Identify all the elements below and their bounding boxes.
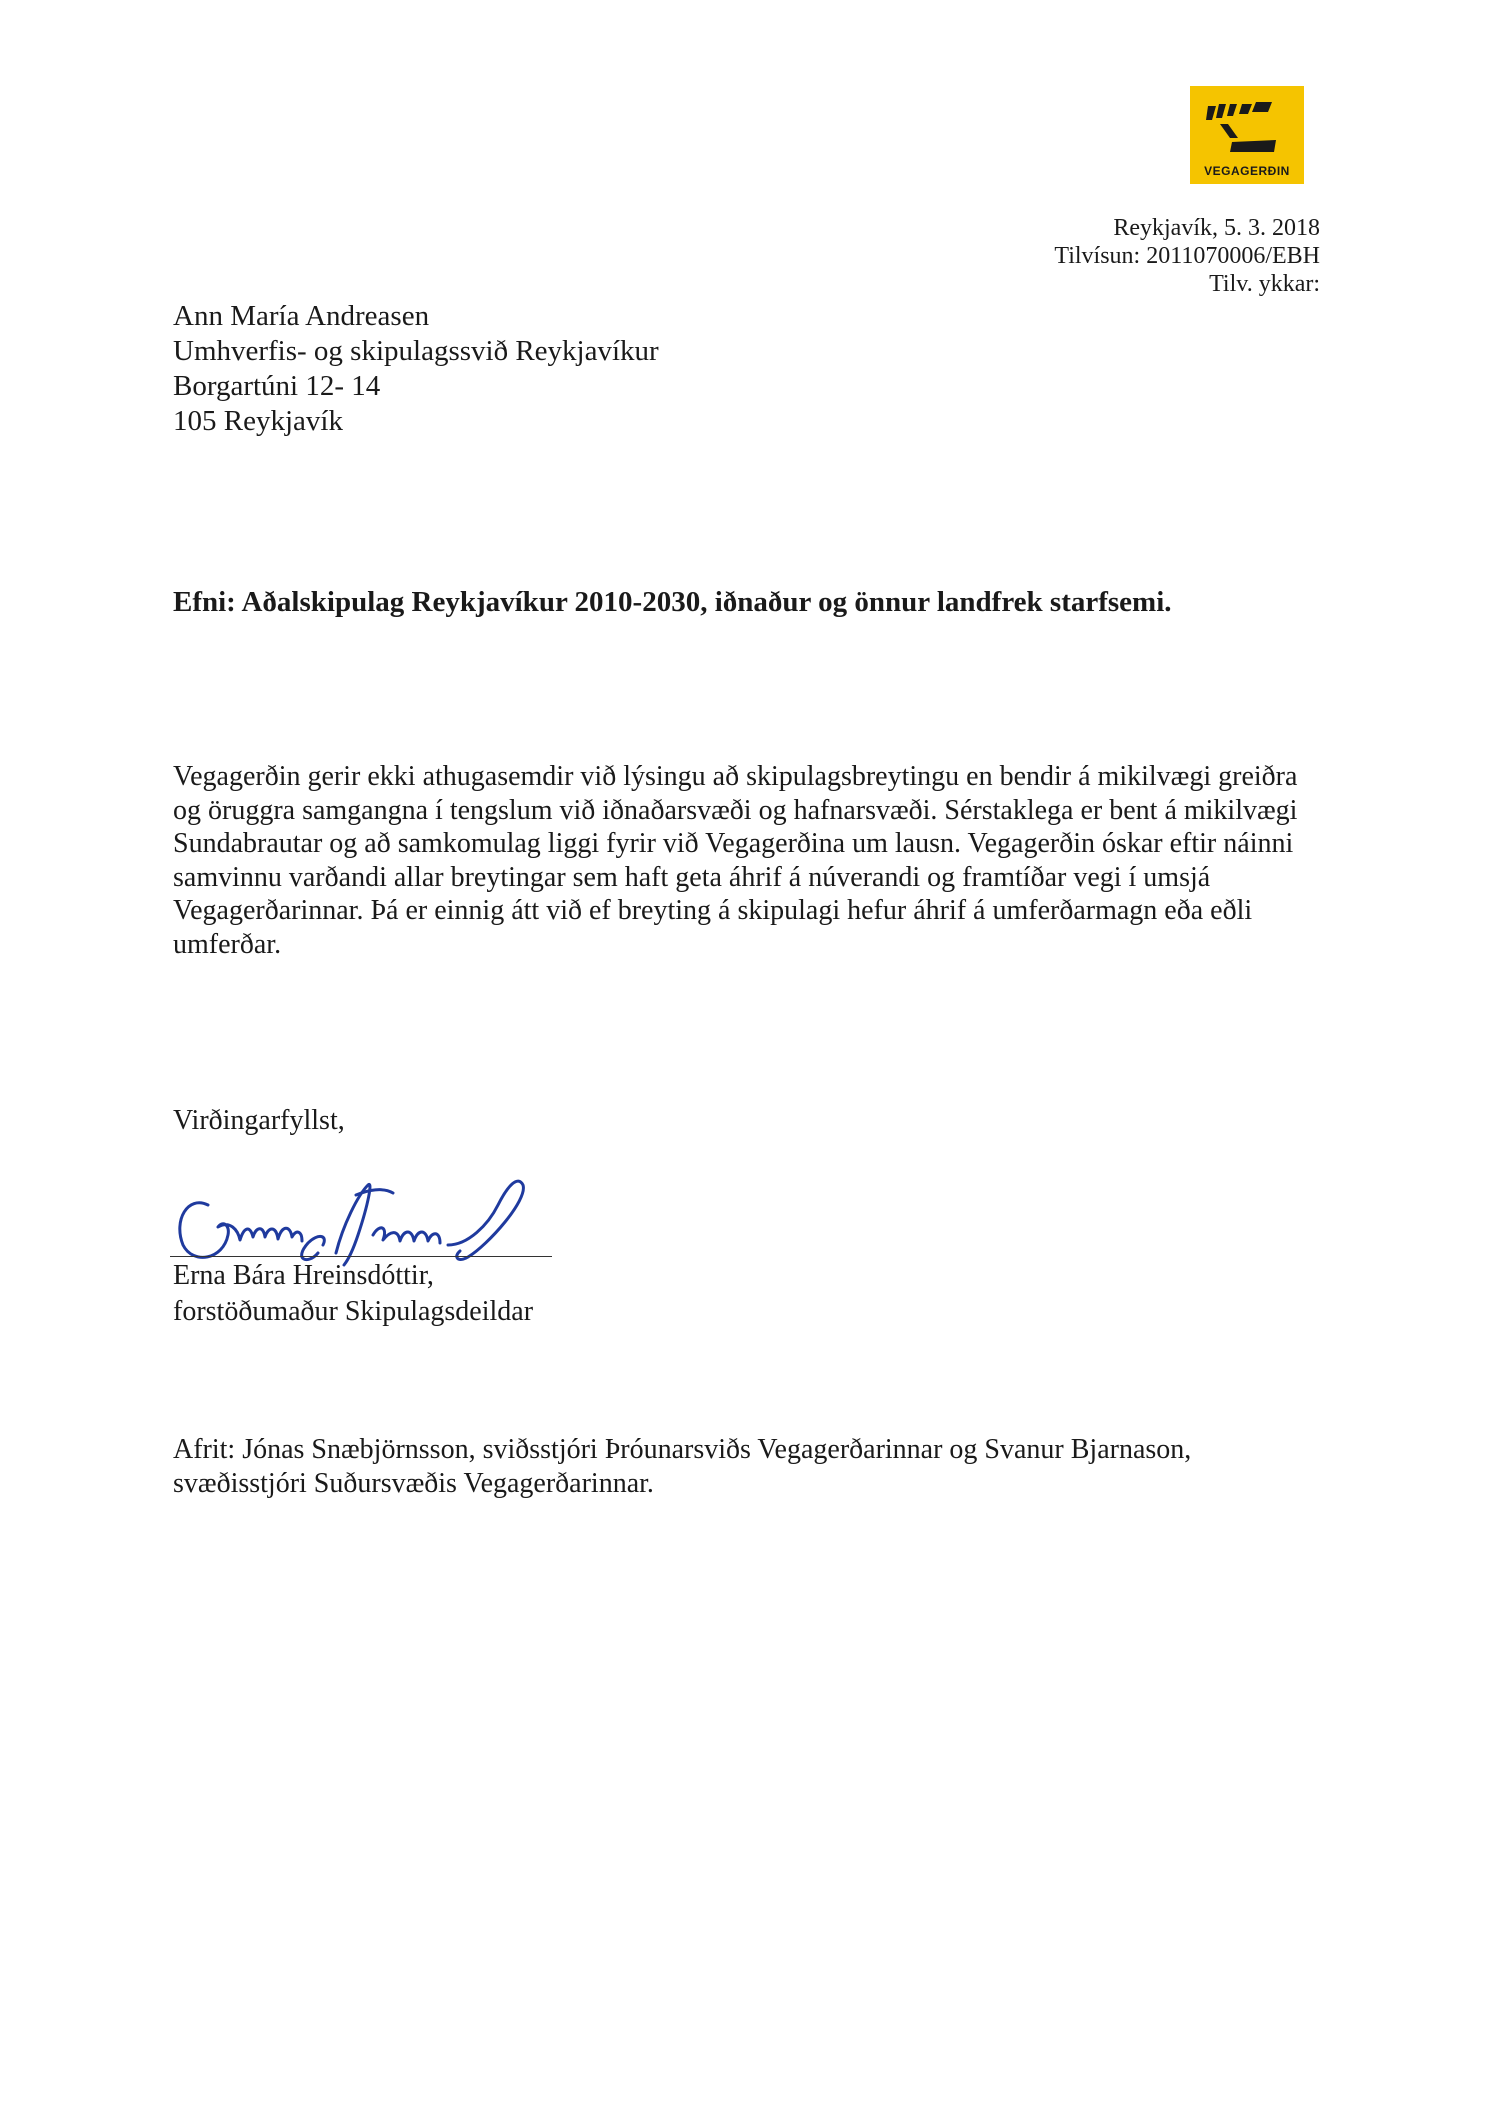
recipient-address	[173, 299, 659, 439]
signer-name: Erna Bára Hreinsdóttir,	[173, 1260, 434, 1291]
vegagerdin-logo	[1190, 86, 1304, 184]
signer-title: forstöðumaður Skipulagsdeildar	[173, 1296, 534, 1327]
reference-block	[1054, 214, 1320, 298]
place-date: Reykjavík, 5. 3. 2018	[1113, 215, 1320, 241]
logo-text: VEGAGERÐIN	[1204, 164, 1290, 178]
recipient-name: Ann María Andreasen	[173, 300, 430, 332]
recipient-city: 105 Reykjavík	[173, 405, 343, 437]
tilvisun: Tilvísun: 2011070006/EBH	[1054, 243, 1320, 269]
signer-block	[173, 1258, 533, 1330]
body-paragraph: Vegagerðin gerir ekki athugasemdir við lýsingu að skipulagsbreytingu en bendir á mikilvægi greiðra og öruggra samgangna í tengslum við iðnaðarsvæði og hafnarsvæði. Sérstaklega er bent á mikilvægi Sundabrautar og að samkomulag liggi fyrir við Vegagerðina um lausn. Vegagerðin óskar eftir náinni samvinnu varðandi allar breytingar sem haft geta áhrif á núverandi og framtíðar vegi í umsjá Vegagerðarinnar. Þá er einnig átt við ef breyting á skipulagi hefur áhrif á umferðarmagn eða eðli umferðar.	[173, 761, 1298, 960]
recipient-street: Borgartúni 12- 14	[173, 370, 381, 402]
copy-recipients: Afrit: Jónas Snæbjörnsson, sviðsstjóri Þróunarsviðs Vegagerðarinnar og Svanur Bjarnason, svæðisstjóri Suðursvæðis Vegagerðarinnar.	[173, 1434, 1192, 1499]
signature-line	[170, 1256, 552, 1257]
closing-salutation: Virðingarfyllst,	[173, 1105, 345, 1136]
subject-line: Efni: Aðalskipulag Reykjavíkur 2010-2030, iðnaður og önnur landfrek starfsemi.	[173, 586, 1172, 618]
recipient-department: Umhverfis- og skipulagssvið Reykjavíkur	[173, 335, 659, 367]
tilv-ykkar: Tilv. ykkar:	[1209, 271, 1320, 297]
